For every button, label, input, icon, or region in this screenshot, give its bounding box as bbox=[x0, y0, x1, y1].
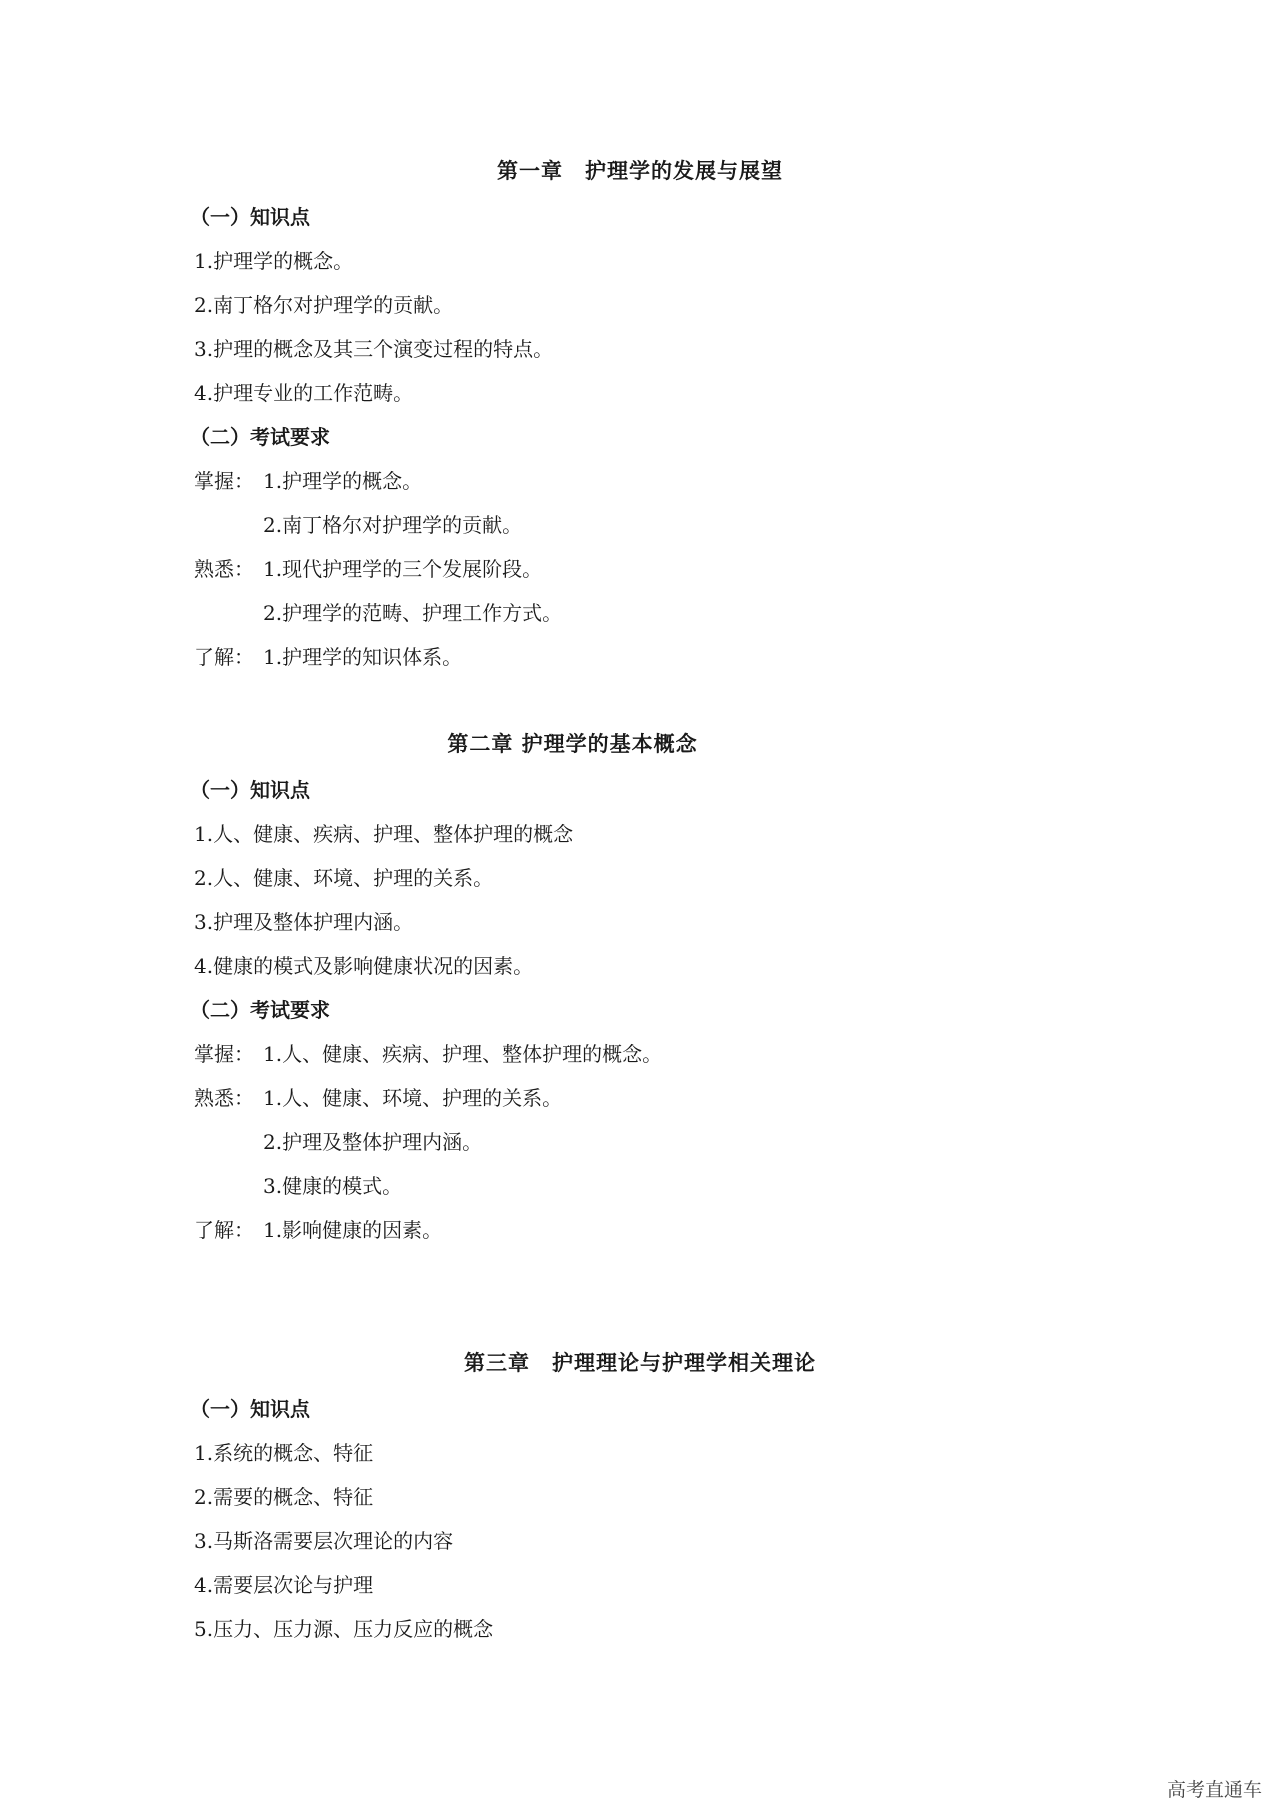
chapter-1-knowledge-item: 3.护理的概念及其三个演变过程的特点。 bbox=[194, 337, 554, 361]
chapter-2-knowledge-item: 1.人、健康、疾病、护理、整体护理的概念 bbox=[194, 822, 574, 846]
chapter-1-exam-heading: （二）考试要求 bbox=[190, 425, 330, 449]
exam-item-text: 1.护理学的概念。 bbox=[263, 469, 423, 493]
chapter-3-knowledge-item: 3.马斯洛需要层次理论的内容 bbox=[194, 1529, 454, 1553]
exam-item-text: 1.影响健康的因素。 bbox=[263, 1218, 443, 1242]
chapter-2-knowledge-heading: （一）知识点 bbox=[190, 778, 310, 802]
exam-item-text: 1.人、健康、疾病、护理、整体护理的概念。 bbox=[263, 1042, 663, 1066]
chapter-3-knowledge-item: 5.压力、压力源、压力反应的概念 bbox=[194, 1617, 494, 1641]
chapter-2-knowledge-item: 3.护理及整体护理内涵。 bbox=[194, 910, 414, 934]
exam-item-label: 熟悉： bbox=[194, 557, 254, 581]
watermark-text: 高考直通车 bbox=[1166, 1779, 1262, 1801]
chapter-3-knowledge-item: 2.需要的概念、特征 bbox=[194, 1485, 374, 1509]
chapter-2-title: 第二章 护理学的基本概念 bbox=[447, 732, 698, 756]
chapter-3-knowledge-item: 4.需要层次论与护理 bbox=[194, 1573, 374, 1597]
chapter-2-knowledge-item: 2.人、健康、环境、护理的关系。 bbox=[194, 866, 494, 890]
chapter-3-title: 第三章 护理理论与护理学相关理论 bbox=[464, 1351, 816, 1375]
exam-item-text: 1.人、健康、环境、护理的关系。 bbox=[263, 1086, 563, 1110]
chapter-2-knowledge-item: 4.健康的模式及影响健康状况的因素。 bbox=[194, 954, 534, 978]
chapter-2-exam-heading: （二）考试要求 bbox=[190, 998, 330, 1022]
chapter-1-title: 第一章 护理学的发展与展望 bbox=[497, 159, 783, 183]
chapter-1-knowledge-item: 2.南丁格尔对护理学的贡献。 bbox=[194, 293, 454, 317]
exam-item-text: 3.健康的模式。 bbox=[263, 1174, 403, 1198]
exam-item-label: 熟悉： bbox=[194, 1086, 254, 1110]
exam-item-text: 1.护理学的知识体系。 bbox=[263, 645, 463, 669]
chapter-3-knowledge-heading: （一）知识点 bbox=[190, 1397, 310, 1421]
chapter-1-knowledge-item: 4.护理专业的工作范畴。 bbox=[194, 381, 414, 405]
exam-item-label: 了解： bbox=[194, 1218, 254, 1242]
exam-item-text: 2.护理学的范畴、护理工作方式。 bbox=[263, 601, 563, 625]
exam-item-text: 1.现代护理学的三个发展阶段。 bbox=[263, 557, 543, 581]
chapter-1-knowledge-heading: （一）知识点 bbox=[190, 205, 310, 229]
exam-item-text: 2.护理及整体护理内涵。 bbox=[263, 1130, 483, 1154]
exam-item-text: 2.南丁格尔对护理学的贡献。 bbox=[263, 513, 523, 537]
chapter-1-knowledge-item: 1.护理学的概念。 bbox=[194, 249, 354, 273]
exam-item-label: 掌握： bbox=[194, 1042, 254, 1066]
chapter-3-knowledge-item: 1.系统的概念、特征 bbox=[194, 1441, 374, 1465]
exam-item-label: 了解： bbox=[194, 645, 254, 669]
exam-item-label: 掌握： bbox=[194, 469, 254, 493]
